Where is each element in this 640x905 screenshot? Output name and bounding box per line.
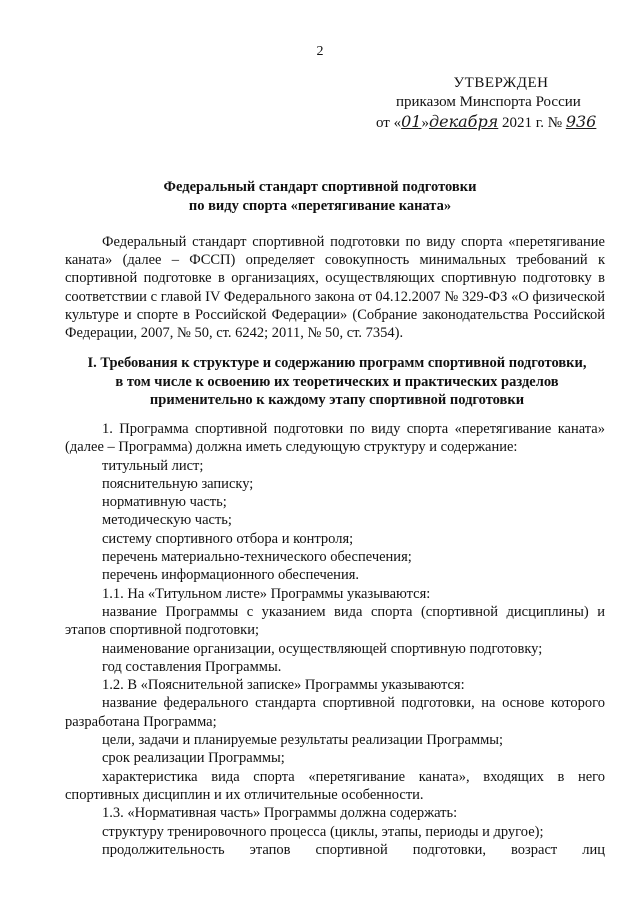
intro-paragraph: Федеральный стандарт спортивной подготовки по виду спорта «перетягивание каната» (далее – ФССП) определяет совокупность минимальных требований к спортивной подготовке в организациях, осуществляющих спортивную подготовку в соответствии с главой IV Федерального закона от 04.12.2007 № 329-ФЗ «О физической культуре и спорте в Российской Федерации» (Собрание законодательства Российской Федерации, 2007, № 50, ст. 6242; 2011, № 50, ст. 7354).: [65, 234, 605, 342]
paragraph: наименование организации, осуществляющей спортивную подготовку;: [102, 640, 543, 657]
paragraph: методическую часть;: [102, 512, 232, 529]
paragraph: нормативную часть;: [102, 494, 227, 511]
document-title: [0, 178, 640, 216]
word: подготовки,: [412, 841, 487, 858]
word: продолжительность: [102, 841, 225, 858]
section-heading-line-2: в том числе к освоению их теоретических и практических разделов: [115, 373, 559, 390]
paragraph: титульный лист;: [102, 457, 204, 474]
page-number: 2: [316, 44, 324, 59]
title-line-2: по виду спорта «перетягивание каната»: [188, 198, 452, 214]
paragraph: срок реализации Программы;: [102, 750, 285, 767]
paragraph: 1.1. На «Титульном листе» Программы указываются:: [102, 585, 431, 602]
word: лиц: [582, 841, 605, 858]
paragraph: перечень материально-технического обеспечения;: [102, 549, 412, 566]
paragraph: цели, задачи и планируемые результаты реализации Программы;: [102, 732, 504, 749]
paragraph: 1.2. В «Пояснительной записке» Программы указываются:: [102, 677, 465, 694]
paragraph: название Программы с указанием вида спорта (спортивной дисциплины) и этапов спортивной подготовки;: [65, 603, 605, 639]
paragraph: название федерального стандарта спортивной подготовки, на основе которого разработана Программа;: [65, 695, 605, 730]
paragraph: 1.3. «Нормативная часть» Программы должна содержать:: [102, 805, 458, 822]
approval-order: приказом Минспорта России: [396, 94, 581, 110]
section-heading-line-1: I. Требования к структуре и содержанию программ спортивной подготовки,: [87, 355, 587, 371]
document-body: [65, 420, 605, 859]
word: спортивной: [315, 841, 388, 858]
approval-close-quote: »: [421, 115, 429, 131]
paragraph: характеристика вида спорта «перетягивание каната», входящих в него спортивных дисциплин и их отличительные особенности.: [65, 768, 605, 803]
approval-from: от «: [376, 115, 402, 131]
approval-heading: УТВЕРЖДЕН: [453, 75, 549, 91]
paragraph: пояснительную записку;: [102, 475, 254, 492]
paragraph: структуру тренировочного процесса (циклы, этапы, периоды и другое);: [102, 823, 544, 840]
paragraph: 1. Программа спортивной подготовки по виду спорта «перетягивание каната» (далее – Программа) должна иметь следующую структуру и содержание:: [65, 421, 605, 456]
approval-year: 2021 г. №: [498, 115, 566, 131]
handwritten-month: декабря: [428, 112, 499, 131]
paragraph: год составления Программы.: [102, 658, 282, 675]
section-heading-line-3: применительно к каждому этапу спортивной подготовки: [149, 392, 525, 408]
title-line-1: Федеральный стандарт спортивной подготовки: [163, 179, 477, 195]
handwritten-day: 01: [401, 112, 422, 131]
paragraph: систему спортивного отбора и контроля;: [102, 530, 354, 547]
approval-date-line: [370, 112, 610, 133]
word: этапов: [249, 841, 291, 858]
section-heading: [62, 354, 612, 410]
handwritten-number: 936: [565, 112, 597, 131]
word: возраст: [511, 841, 558, 858]
paragraph: перечень информационного обеспечения.: [102, 567, 359, 584]
last-line: [65, 841, 605, 859]
approval-block: [370, 74, 610, 133]
